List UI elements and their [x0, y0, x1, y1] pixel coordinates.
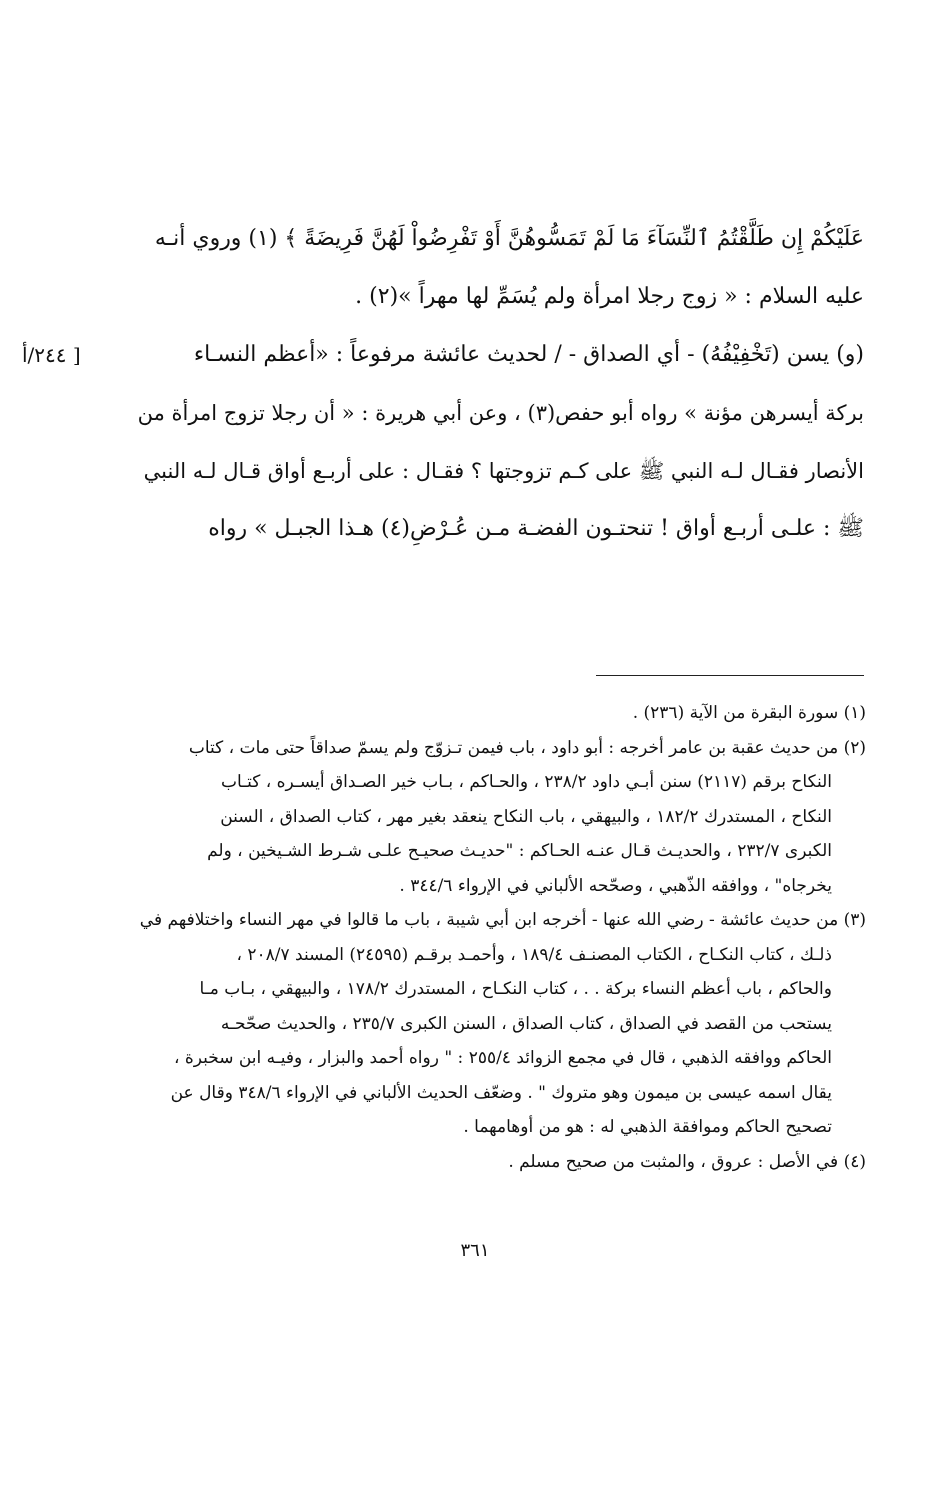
footnote-line: والحاكم ، باب أعظم النساء بركة . . ، كتاب النكـاح ، المستدرك ١٧٨/٢ ، والبيهقي ، بـاب مـا	[199, 979, 832, 999]
footnote-line: الكبرى ٢٣٢/٧ ، والحديـث قـال عنـه الحـاكم : "حديـث صحيـح علـى شـرط الشـيخين ، ولم	[207, 841, 832, 861]
main-text-line: الأنصار فقـال لـه النبي ﷺ على كـم تزوجتها ؟ فقـال : على أربـع أواق قـال لـه النبي	[143, 459, 864, 483]
footnote-3	[134, 903, 866, 1145]
footnote-1	[134, 696, 866, 731]
main-text-block	[134, 210, 864, 558]
footnote-line: يقال اسمه عيسى بن ميمون وهو متروك " . وضعّف الحديث الألباني في الإرواء ٣٤٨/٦ وقال عن	[170, 1082, 832, 1103]
footnote-line: (١) سورة البقرة من الآية (٢٣٦) .	[632, 703, 866, 723]
footnote-4	[134, 1145, 866, 1180]
main-text-line: عَلَيْكُمْ إِن طَلَّقْتُمُ ٱلنِّسَآءَ مَا لَمْ تَمَسُّوهُنَّ أَوْ تَفْرِضُواْ لَهُنَّ فَرِيضَةً ﴾ (١) وروي أنـه	[154, 226, 864, 251]
main-text-line: (و) يسن (تَخْفِيْفُهُ) - أي الصداق - / لحديث عائشة مرفوعاً : «أعظم النسـاء	[193, 342, 864, 367]
footnote-2	[134, 731, 866, 904]
footnote-line: (٣) من حديث عائشة - رضي الله عنها - أخرجه ابن أبي شيبة ، باب ما قالوا في مهر النساء واختلافهم في	[139, 910, 866, 930]
footnote-separator	[596, 675, 864, 676]
footnote-line: النكاح ، المستدرك ١٨٢/٢ ، والبيهقي ، باب النكاح ينعقد بغير مهر ، كتاب الصداق ، السنن	[220, 806, 832, 827]
main-text-line: ﷺ : علـى أربـع أواق ! تنحتـون الفضـة مـن عُـرْضِ(٤) هـذا الجبـل » رواه	[208, 516, 864, 541]
page-number: ٣٦١	[460, 1240, 490, 1261]
footnote-line: تصحيح الحاكم وموافقة الذهبي له : هو من أوهامهما .	[463, 1117, 832, 1137]
footnote-line: ذلـك ، كتاب النكـاح ، الكتاب المصنـف ١٨٩/٤ ، وأحمـد برقـم (٢٤٥٩٥) المسند ٢٠٨/٧ ،	[236, 944, 832, 965]
footnote-line: الحاكم ووافقه الذهبي ، قال في مجمع الزوائد ٢٥٥/٤ : " رواه أحمد والبزار ، وفيـه ابن سخبرة ،	[173, 1048, 832, 1068]
margin-folio-note: [ ٢٤٤/أ	[22, 343, 81, 367]
footnotes-block	[134, 696, 866, 1179]
main-text-line: عليه السلام : « زوج رجلا امرأة ولم يُسَمِّ لها مهراً »(٢) .	[355, 284, 864, 309]
footnote-line: النكاح برقم (٢١١٧) سنن أبـي داود ٢٣٨/٢ ، والحـاكم ، بـاب خير الصـداق أيسـره ، كتـاب	[220, 772, 832, 792]
footnote-line: (٤) في الأصل : عروق ، والمثبت من صحيح مسلم .	[508, 1151, 866, 1172]
main-text-line: بركة أيسرهن مؤنة » رواه أبو حفص(٣) ، وعن أبي هريرة : « أن رجلا تزوج امرأة من	[137, 401, 864, 425]
footnote-line: يخرجاه" ، ووافقه الذّهبي ، وصحّحه الألباني في الإرواء ٣٤٤/٦ .	[399, 875, 832, 896]
footnote-line: (٢) من حديث عقبة بن عامر أخرجه : أبو داود ، باب فيمن تـزوّج ولم يسمّ صداقاً حتى مات ، كتاب	[188, 737, 866, 758]
footnote-line: يستحب من القصد في الصداق ، كتاب الصداق ، السنن الكبرى ٢٣٥/٧ ، والحديث صحّحـه	[220, 1013, 832, 1034]
